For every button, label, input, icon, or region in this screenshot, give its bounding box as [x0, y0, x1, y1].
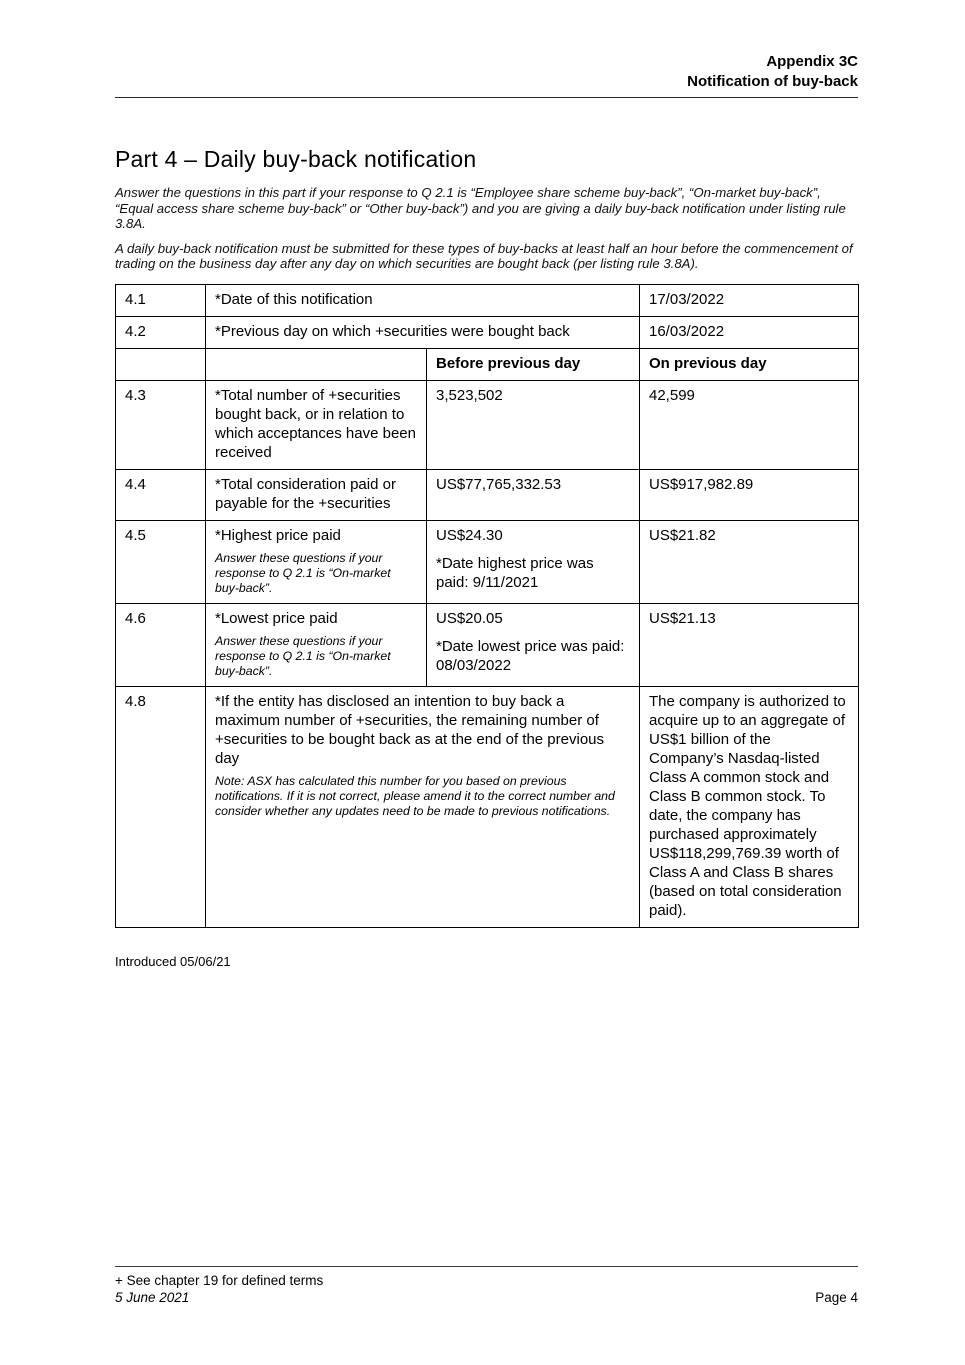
- page-footer: [115, 1266, 858, 1306]
- before-previous-day-cell: [427, 603, 640, 686]
- question-cell: [206, 520, 427, 603]
- empty-cell: [206, 348, 427, 380]
- answer-cell: 17/03/2022: [640, 284, 859, 316]
- remaining-buyback-answer-cell: The company is authorized to acquire up to an aggregate of US$1 billion of the Company’s Nasdaq-listed Class A common stock and Class B common stock. To date, the company has purchased approximately US$118,299,769.39 worth of Class A and Class B shares (based on total consideration paid).: [640, 686, 859, 927]
- before-previous-day-cell: [427, 520, 640, 603]
- before-previous-day-cell: US$77,765,332.53: [427, 469, 640, 520]
- on-previous-day-cell: US$917,982.89: [640, 469, 859, 520]
- intro-paragraph-2: A daily buy-back notification must be submitted for these types of buy-backs at least half an hour before the commencement of trading on the business day after any day on which securities are bought back (per listing rule 3.8A).: [115, 240, 853, 271]
- table-row-4-5: [116, 520, 859, 603]
- row-number-cell: 4.2: [116, 316, 206, 348]
- table-column-header-row: [116, 348, 859, 380]
- table-row-4-6: [116, 603, 859, 686]
- lowest-price-value: US$20.05: [436, 609, 503, 627]
- table-row-4-3: [116, 380, 859, 469]
- table-row-4-4: [116, 469, 859, 520]
- question-text: *If the entity has disclosed an intention to buy back a maximum number of +securities, the remaining number of +securities to be bought back as at the end of the previous day: [215, 692, 605, 767]
- row-number-cell: 4.6: [116, 603, 206, 686]
- lowest-price-date: *Date lowest price was paid: 08/03/2022: [436, 637, 625, 674]
- question-text: *Lowest price paid: [215, 609, 338, 627]
- page-title: Part 4 – Daily buy-back notification: [115, 146, 477, 172]
- document-header: [115, 52, 858, 98]
- page-number: Page 4: [815, 1290, 858, 1305]
- before-previous-day-cell: 3,523,502: [427, 380, 640, 469]
- question-cell: *Total number of +securities bought back, or in relation to which acceptances have been received: [206, 380, 427, 469]
- column-header-before-previous-day: Before previous day: [427, 348, 640, 380]
- table-row-4-2: [116, 316, 859, 348]
- row-number-cell: 4.3: [116, 380, 206, 469]
- row-number-cell: 4.4: [116, 469, 206, 520]
- footer-date: 5 June 2021: [115, 1290, 190, 1305]
- daily-buyback-table: [115, 284, 859, 928]
- answer-cell: 16/03/2022: [640, 316, 859, 348]
- row-number-cell: 4.1: [116, 284, 206, 316]
- question-note: Answer these questions if your response to Q 2.1 is “On-market buy-back”.: [215, 550, 391, 595]
- question-note: Note: ASX has calculated this number for you based on previous notifications. If it is not correct, please amend it to the correct number and consider whether any updates need to be made to previous notifications.: [215, 773, 615, 818]
- table-row-4-1: [116, 284, 859, 316]
- introduced-date-note: Introduced 05/06/21: [115, 953, 231, 969]
- on-previous-day-cell: 42,599: [640, 380, 859, 469]
- on-previous-day-cell: US$21.82: [640, 520, 859, 603]
- question-text: *Highest price paid: [215, 526, 341, 544]
- footer-left: [115, 1272, 323, 1306]
- intro-paragraph-1: Answer the questions in this part if your response to Q 2.1 is “Employee share scheme buy-back”, “On-market buy-back”, “Equal access share scheme buy-back” or “Other buy-back”) and you are giving a daily buy-back notification under listing rule 3.8A.: [115, 185, 846, 231]
- column-header-on-previous-day: On previous day: [640, 348, 859, 380]
- question-cell: [206, 686, 640, 927]
- question-note: Answer these questions if your response to Q 2.1 is “On-market buy-back”.: [215, 633, 391, 678]
- row-number-cell: 4.8: [116, 686, 206, 927]
- table-row-4-8: [116, 686, 859, 927]
- highest-price-value: US$24.30: [436, 526, 503, 544]
- defined-terms-note: + See chapter 19 for defined terms: [115, 1273, 324, 1288]
- notification-of-buyback-label: Notification of buy-back: [687, 73, 858, 90]
- appendix-label: Appendix 3C: [766, 53, 858, 70]
- question-cell: *Previous day on which +securities were bought back: [206, 316, 640, 348]
- question-cell: [206, 603, 427, 686]
- highest-price-date: *Date highest price was paid: 9/11/2021: [436, 554, 594, 591]
- empty-cell: [116, 348, 206, 380]
- question-cell: *Date of this notification: [206, 284, 640, 316]
- question-cell: *Total consideration paid or payable for the +securities: [206, 469, 427, 520]
- on-previous-day-cell: US$21.13: [640, 603, 859, 686]
- row-number-cell: 4.5: [116, 520, 206, 603]
